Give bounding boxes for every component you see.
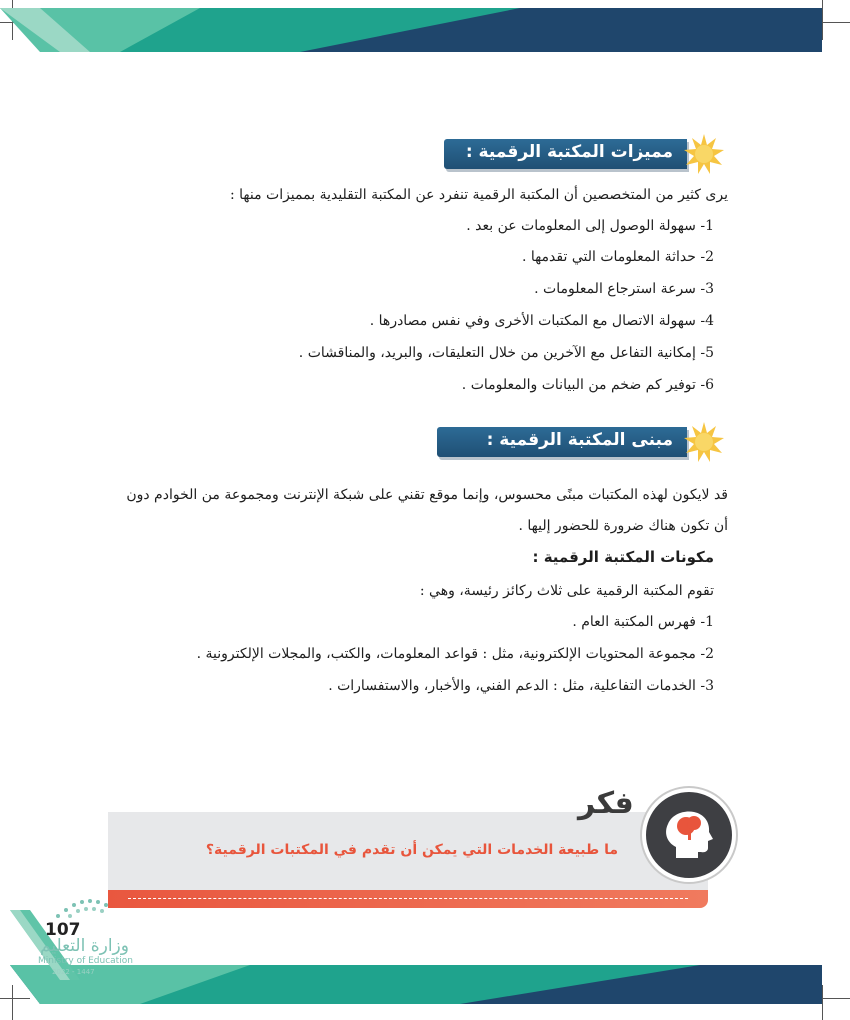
page-number: 107 (45, 920, 81, 940)
building-paragraph-line-1: قد لايكون لهذه المكتبات مبنًى محسوس، وإنما موقع تقني على شبكة الإنترنت ومجموعة من الخوادم دون (126, 487, 728, 503)
features-intro: يرى كثير من المتخصصين أن المكتبة الرقمية تنفرد عن المكتبة التقليدية بمميزات منها : (229, 187, 728, 203)
top-banner (0, 0, 850, 60)
bottom-banner (0, 960, 850, 1010)
think-box-ribbon (108, 890, 708, 908)
building-paragraph-line-2: أن تكون هناك ضرورة للحضور إليها . (518, 518, 728, 534)
feature-item-5: 5- إمكانية التفاعل مع الآخرين من خلال التعليقات، والبريد، والمناقشات . (298, 345, 714, 361)
thinking-head-icon (646, 792, 732, 878)
sun-icon (683, 133, 725, 175)
component-item-3: 3- الخدمات التفاعلية، مثل : الدعم الفني، والأخبار، والاستفسارات . (328, 678, 714, 694)
component-item-1: 1- فهرس المكتبة العام . (572, 614, 714, 630)
think-box-dashed-line (128, 898, 688, 899)
think-question: ما طبيعة الخدمات التي يمكن أن تقدم في المكتبات الرقمية؟ (205, 842, 618, 858)
ministry-name-english: Ministry of Education (38, 956, 133, 966)
building-heading-text: مبنى المكتبة الرقمية : (486, 430, 673, 450)
features-heading (440, 137, 725, 171)
feature-item-6: 6- توفير كم ضخم من البيانات والمعلومات . (461, 377, 714, 393)
sun-icon (683, 421, 725, 463)
building-heading (440, 425, 725, 459)
think-label: فكر (578, 786, 634, 821)
feature-item-2: 2- حداثة المعلومات التي تقدمها . (521, 249, 714, 265)
edition-year: 2022 - 1447 (52, 968, 95, 976)
think-box (108, 812, 708, 912)
features-heading-text: مميزات المكتبة الرقمية : (465, 142, 673, 162)
feature-item-3: 3- سرعة استرجاع المعلومات . (534, 281, 714, 297)
feature-item-1: 1- سهولة الوصول إلى المعلومات عن بعد . (466, 218, 714, 234)
component-item-2: 2- مجموعة المحتويات الإلكترونية، مثل : قواعد المعلومات، والكتب، والمجلات الإلكترونية . (196, 646, 714, 662)
components-heading: مكونات المكتبة الرقمية : (532, 548, 714, 566)
feature-item-4: 4- سهولة الاتصال مع المكتبات الأخرى وفي نفس مصادرها . (369, 313, 714, 329)
ministry-logo-dots (48, 890, 118, 922)
ministry-name-arabic: وزارة التعليم (40, 936, 129, 956)
think-circle (642, 788, 736, 882)
components-intro: تقوم المكتبة الرقمية على ثلاث ركائز رئيسة، وهي : (419, 583, 714, 599)
